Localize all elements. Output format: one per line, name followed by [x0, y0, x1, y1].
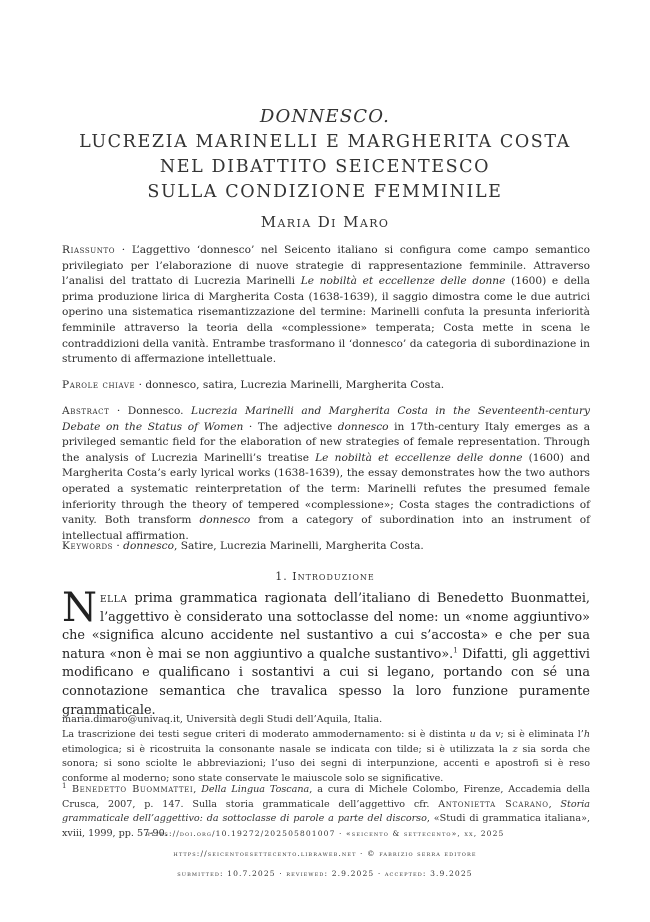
keywords-italian-label: Parole chiave — [62, 379, 136, 391]
article-title-line-2: NEL DIBATTITO SEICENTESCO — [159, 157, 491, 177]
footnote-ref: 1 — [453, 646, 458, 655]
footer-website: https://seicentoesettecento.libraweb.net · © fabrizio serra editore — [173, 849, 477, 858]
abstract-english: Abstract · Donnesco. Lucrezia Marinelli and Margherita Costa in the Seventeenth-century Debate on the Status of Women · The adjective donnesco in 17th-century Italy emerges as a privileged semantic field for the elaboration of new strategies of female representation. Through the analysis of Lucrezia Marinelli’s treatise Le nobiltà et eccellenze delle donne (1600) and Margherita Costa’s early lyrical works (1638-1639), the essay demonstrates how the two authors operated a systematic reinterpretation of the term: Marinelli refutes the presumed female inferiority through the theory of tempered «complessione»; Costa stages the contradictions of vanity. Both transform donnesco from a category of subordination into an instrument of intellectual affirmation. — [62, 405, 591, 542]
abstract-italian-label: Riassunto — [62, 244, 116, 256]
article-title-line-1: LUCREZIA MARINELLI E MARGHERITA COSTA — [79, 132, 571, 152]
footer-dates: submitted: 10.7.2025 · reviewed: 2.9.2025 · accepted: 3.9.2025 — [177, 869, 473, 878]
transcription-note: La trascrizione dei testi segue criteri di moderato ammodernamento: si è distinta u da v; si è eliminata l’h etimologica; si è ricostruita la consonante nasale se indicata con tilde; si è utilizzata la z sia sorda che sonora; si sono sciolte le abbreviazioni; l’uso dei segni di interpunzione, accenti e apostrofi si è reso conforme al moderno; sono state conservate le maiuscole solo se significative. — [62, 729, 591, 784]
drop-cap: N — [62, 585, 97, 631]
abstract-english-label: Abstract — [62, 405, 110, 417]
work-title: Le nobiltà et eccellenze delle donne — [300, 275, 506, 288]
footnote-1: $^1$ Benedetto Buommattei, Della Lingua Toscana, a cura di Michele Colombo, Firenze, Accademia della Crusca, 2007, p. 147. Sulla storia grammaticale dell’aggettivo cfr. Antonietta Scarano, Storia grammaticale dell’aggettivo: da sottoclasse di parole a parte del discorso, «Studi di grammatica italiana», xviii, 1999, pp. 57-90. — [62, 781, 590, 839]
keywords-english-label: Keywords — [62, 540, 114, 552]
article-title-italic: DONNESCO. — [259, 106, 391, 127]
abstract-italian: Riassunto · L’aggettivo ‘donnesco’ nel Seicento italiano si configura come campo semantico privilegiato per l’elaborazione di nuove strategie di rappresentazione femminile. Attraverso l’analisi del trattato di Lucrezia Marinelli Le nobiltà et eccellenze delle donne (1600) e della prima produzione lirica di Margherita Costa (1638-1639), il saggio dimostra come le due autrici operino una sistematica risemantizzazione del termine: Marinelli confuta la presunta inferiorità femminile attraverso la teoria della «complessione» temperata; Costa mette in scena le contraddizioni della vanità. Entrambe trasformano il ‘donnesco’ da categoria di subordinazione in strumento di affermazione intellettuale. — [62, 244, 590, 366]
article-title-line-3: SULLA CONDIZIONE FEMMINILE — [147, 182, 503, 202]
section-heading: 1. Introduzione — [275, 570, 375, 583]
body-paragraph: Nella prima grammatica ragionata dell’italiano di Benedetto Buonmattei, l’aggettivo è considerato una sottoclasse del nome: un «nome aggiuntivo» che «significa alcuno accidente nel sustantivo a cui s’accosta» e che per sua natura «non è mai se non aggiuntivo a qualche sustantivo».$^1$ Difatti, gli aggettivi modificano e qualificano i sostantivi a cui si legano, portando con sé una connotazione semantica che travalica spesso la loro funzione puramente grammaticale. — [62, 585, 590, 718]
footer-doi: https://doi.org/10.19272/202505801007 · «seicento & settecento», xx, 2025 — [145, 829, 505, 838]
author-email-note: maria.dimaro@univaq.it, Università degli Studi dell’Aquila, Italia. — [62, 714, 383, 725]
author-name: Maria Di Maro — [260, 213, 390, 231]
keywords-italian: Parole chiave · donnesco, satira, Lucrezia Marinelli, Margherita Costa. — [62, 379, 445, 391]
keywords-english: Keywords · donnesco, Satire, Lucrezia Marinelli, Margherita Costa. — [62, 540, 424, 552]
